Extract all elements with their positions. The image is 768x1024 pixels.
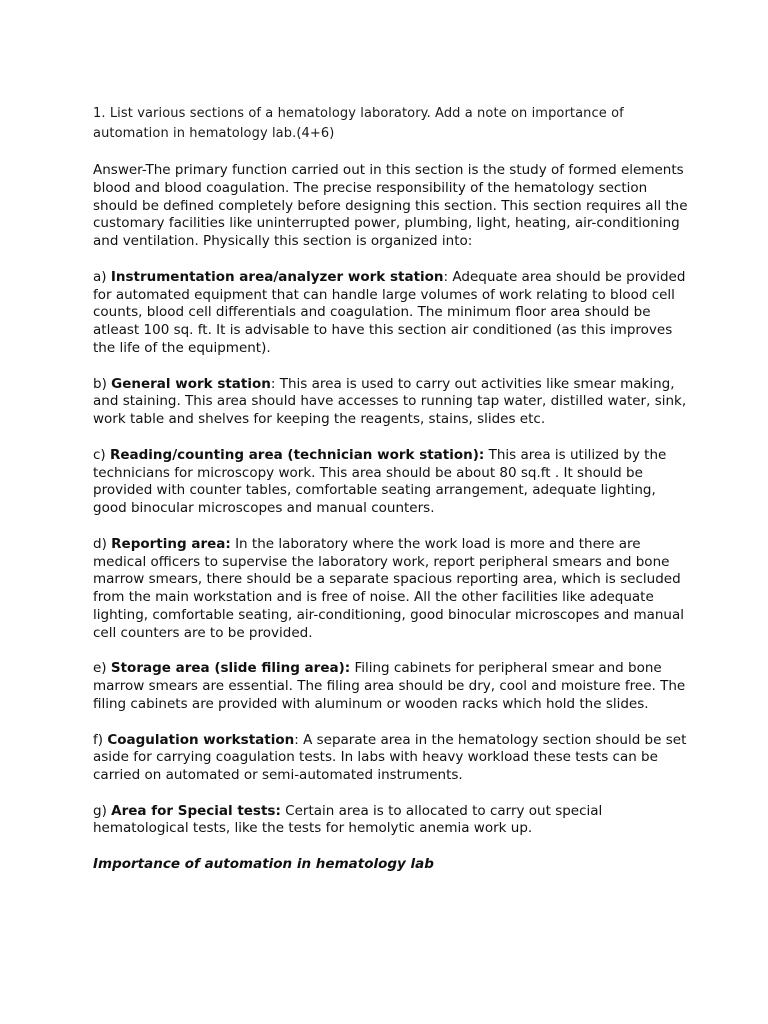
- section-text: Filing cabinets for peripheral smear and bone marrow smears are essential. The filing area should be dry, cool and moisture free. The filing cabinets are provided with aluminum or wooden racks which hold the slides.: [93, 660, 686, 712]
- section-prefix: d): [93, 535, 112, 552]
- section-text: : This area is used to carry out activities like smear making, and staining. This area should have accesses to running tap water, distilled water, sink, work table and shelves for keeping the reagents, stains, slides etc.: [93, 375, 687, 428]
- section-title: Reporting area:: [111, 535, 231, 552]
- section-prefix: a): [93, 268, 111, 285]
- section-paragraph-f: [93, 732, 693, 785]
- section-title: General work station: [111, 375, 271, 392]
- section-text: This area is utilized by the technicians for microscopy work. This area should be about 80 sq.ft . It should be provided with counter tables, comfortable seating arrangement, adequate lighting, good binocular microscopes and manual counters.: [93, 446, 667, 517]
- section-text: Certain area is to allocated to carry out special hematological tests, like the tests for hemolytic anemia work up.: [93, 802, 603, 837]
- question-text: 1. List various sections of a hematology laboratory. Add a note on importance of automation in hematology lab.(4+6): [93, 106, 624, 141]
- section-text: In the laboratory where the work load is more and there are medical officers to supervise the laboratory work, report peripheral smears and bone marrow smears, there should be a separate spacious reporting area, which is secluded from the main workstation and is free of noise. All the other facilities like adequate lighting, comfortable seating, air-conditioning, good binocular microscopes and manual cell counters are to be provided.: [93, 535, 685, 641]
- answer-body: [93, 162, 693, 874]
- section-paragraph-d: [93, 536, 693, 643]
- section-paragraph-b: [93, 376, 693, 429]
- section-title: Coagulation workstation: [107, 731, 295, 748]
- section-text: : Adequate area should be provided for automated equipment that can handle large volumes of work relating to blood cell counts, blood cell differentials and coagulation. The minimum floor area should be atleast 100 sq. ft. It is advisable to have this section air conditioned (as this improves the life of the equipment).: [93, 268, 686, 356]
- intro-paragraph: Answer-The primary function carried out in this section is the study of formed elements blood and blood coagulation. The precise responsibility of the hematology section should be defined completely before designing this section. This section requires all the customary facilities like uninterrupted power, plumbing, light, heating, air-conditioning and ventilation. Physically this section is organized into:: [93, 162, 688, 250]
- section-prefix: g): [93, 802, 112, 819]
- section-paragraph-a: [93, 269, 693, 358]
- section-paragraph-e: [93, 660, 693, 713]
- section-text: : A separate area in the hematology section should be set aside for carrying coagulation tests. In labs with heavy workload these tests can be carried on automated or semi-automated instruments.: [93, 731, 687, 784]
- section-paragraph-c: [93, 447, 693, 518]
- section-paragraph-g: [93, 803, 693, 839]
- section-title: Reading/counting area (technician work station):: [109, 446, 485, 463]
- section-prefix: c): [93, 446, 110, 463]
- section-prefix: b): [93, 375, 112, 392]
- section-title: Area for Special tests:: [111, 802, 281, 819]
- section-title: Instrumentation area/analyzer work station: [110, 268, 444, 285]
- closing-heading: Importance of automation in hematology lab: [93, 856, 434, 873]
- section-title: Storage area (slide filing area):: [110, 660, 351, 677]
- section-prefix: f): [93, 731, 108, 748]
- section-prefix: e): [93, 660, 111, 677]
